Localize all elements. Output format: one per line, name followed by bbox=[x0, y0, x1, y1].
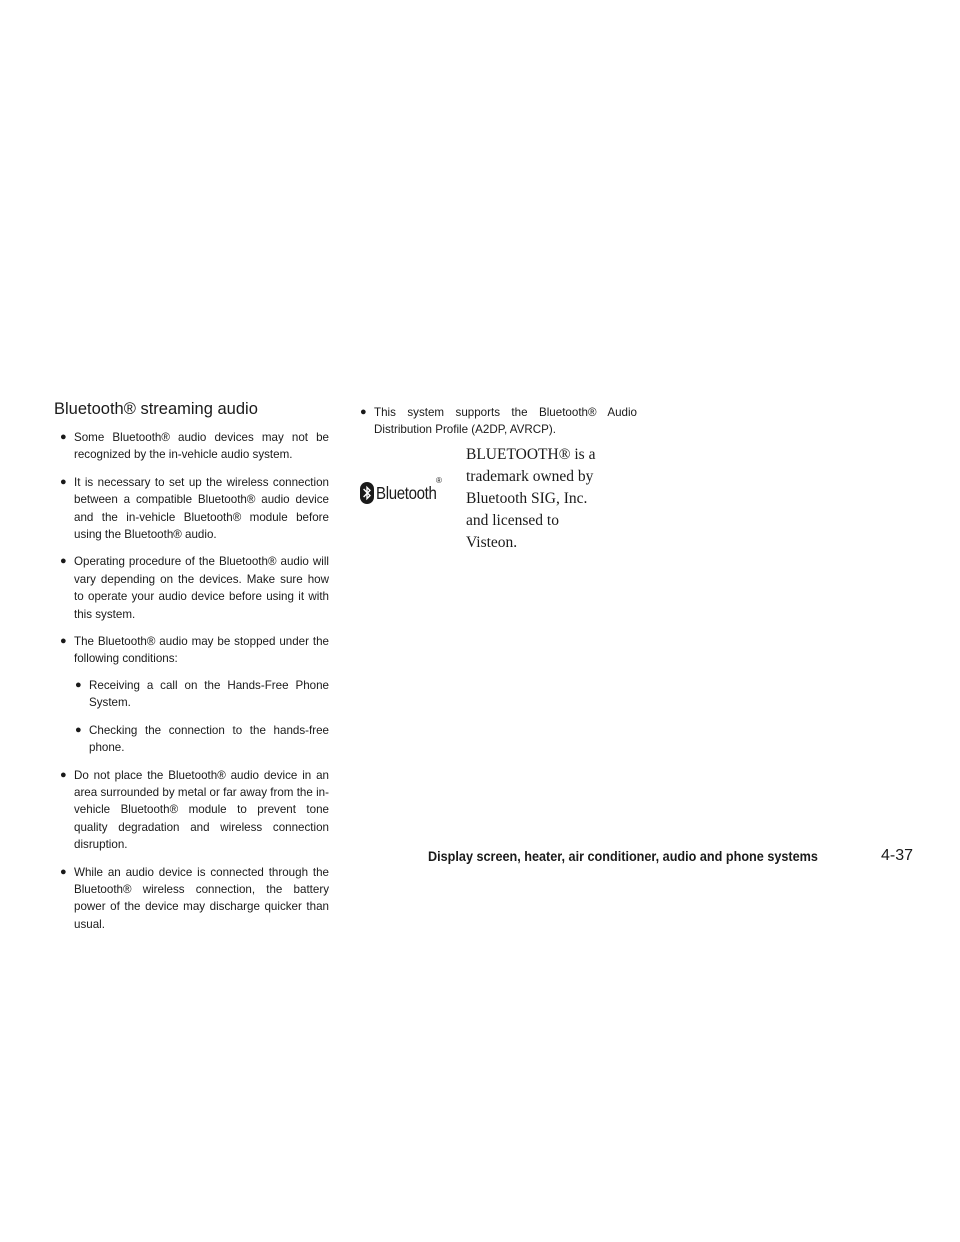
bullet-icon: ● bbox=[60, 475, 67, 488]
bullet-icon: ● bbox=[60, 865, 67, 878]
logo-registered-mark: ® bbox=[436, 476, 442, 485]
bullet-icon: ● bbox=[60, 768, 67, 781]
list-item bbox=[357, 404, 637, 439]
bullet-text: It is necessary to set up the wireless connection between a compatible Bluetooth® audio device and the in-vehicle Bluetooth® module before using the Bluetooth® audio. bbox=[74, 475, 329, 542]
sub-bullet-list bbox=[74, 677, 329, 757]
bullet-text: Receiving a call on the Hands-Free Phone System. bbox=[89, 678, 329, 710]
list-item bbox=[57, 553, 329, 623]
bullet-text: Checking the connection to the hands-free phone. bbox=[89, 723, 329, 755]
trademark-block bbox=[360, 444, 660, 554]
list-item bbox=[74, 722, 329, 757]
bullet-icon: ● bbox=[60, 635, 67, 648]
bullet-list bbox=[57, 429, 329, 933]
bluetooth-rune-icon bbox=[360, 482, 374, 504]
bullet-icon: ● bbox=[60, 431, 67, 443]
right-column bbox=[357, 404, 637, 439]
bullet-icon: ● bbox=[75, 723, 82, 736]
section-title: Bluetooth® streaming audio bbox=[54, 400, 258, 418]
bullet-text: This system supports the Bluetooth® Audio Distribution Profile (A2DP, AVRCP). bbox=[374, 406, 637, 437]
list-item bbox=[57, 864, 329, 934]
chapter-title: Display screen, heater, air conditioner, audio and phone systems bbox=[428, 849, 818, 864]
page-number: 4-37 bbox=[881, 847, 914, 864]
list-item bbox=[57, 429, 329, 464]
list-item bbox=[57, 633, 329, 756]
bullet-icon: ● bbox=[75, 678, 82, 691]
bullet-text: Operating procedure of the Bluetooth® audio will vary depending on the devices. Make sure how to operate your audio device before using it with this system. bbox=[74, 555, 329, 621]
bullet-text: While an audio device is connected through the Bluetooth® wireless connection, the battery power of the device may discharge quicker than usual. bbox=[74, 865, 329, 931]
bullet-text: The Bluetooth® audio may be stopped under the following conditions: bbox=[74, 635, 329, 666]
logo-wordmark: Bluetooth bbox=[376, 483, 437, 503]
bullet-text: Do not place the Bluetooth® audio device in an area surrounded by metal or far away from the in-vehicle Bluetooth® module to prevent tone quality degradation and wireless connection disruption. bbox=[74, 768, 329, 852]
list-item bbox=[74, 677, 329, 712]
left-column bbox=[54, 400, 329, 943]
bluetooth-logo bbox=[360, 476, 446, 504]
list-item bbox=[57, 474, 329, 544]
bullet-icon: ● bbox=[60, 555, 67, 568]
bullet-icon: ● bbox=[360, 406, 367, 418]
bullet-text: Some Bluetooth® audio devices may not be recognized by the in-vehicle audio system. bbox=[74, 431, 329, 462]
page-footer bbox=[428, 847, 914, 864]
list-item bbox=[57, 767, 329, 854]
trademark-notice: BLUETOOTH® is a trademark owned by Bluetooth SIG, Inc. and licensed to Visteon. bbox=[466, 446, 596, 551]
bullet-list bbox=[357, 404, 637, 439]
